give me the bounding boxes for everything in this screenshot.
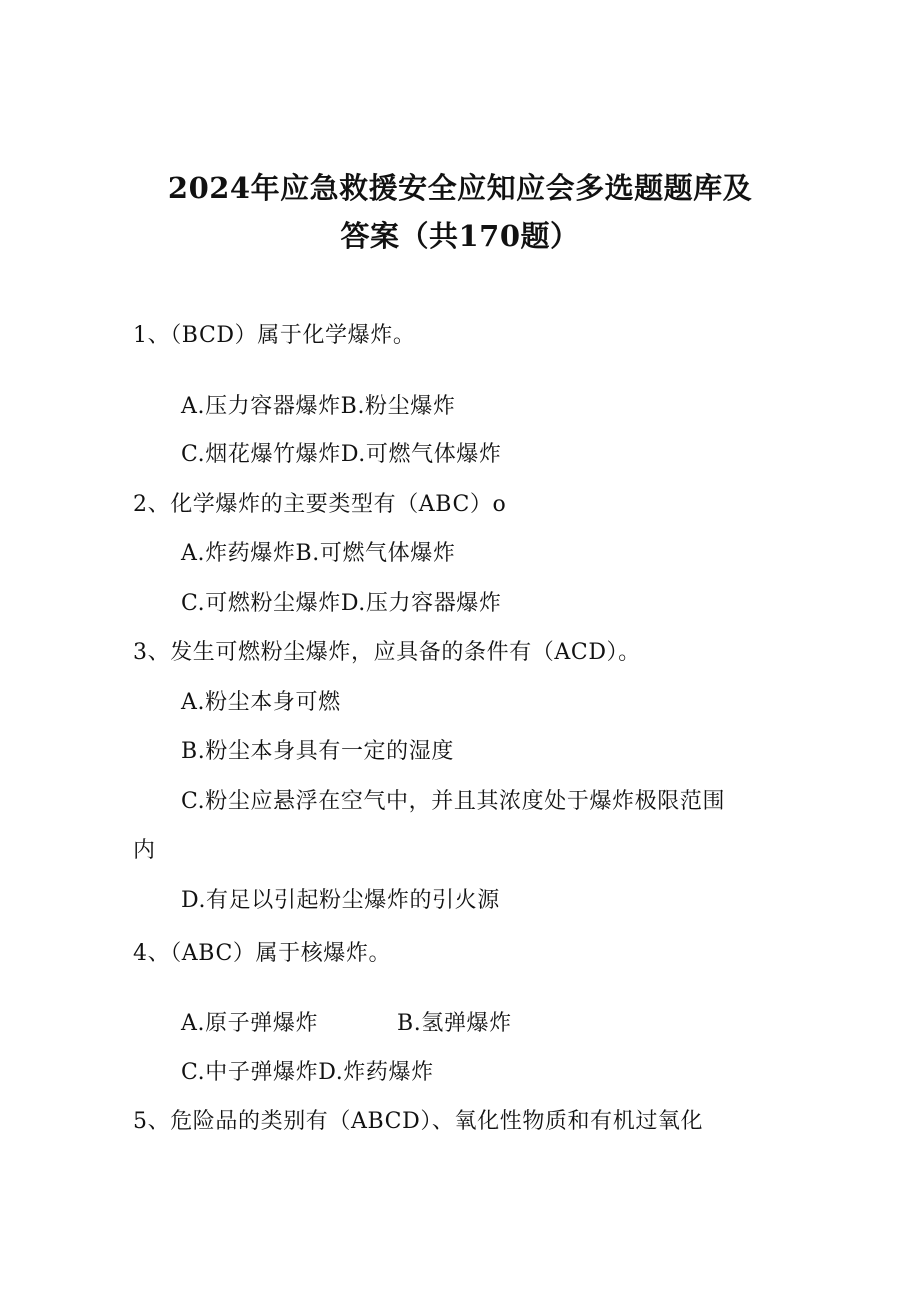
document-title-line1: 2024年应急救援安全应知应会多选题题库及 bbox=[167, 171, 753, 205]
question-4-option-b: B.氢弹爆炸 bbox=[397, 1011, 512, 1036]
question-2-stem: 2、化学爆炸的主要类型有（ABC）o bbox=[133, 492, 507, 517]
document-title-line2: 答案（共170题） bbox=[340, 219, 580, 253]
question-3-option-b: B.粉尘本身具有一定的湿度 bbox=[181, 739, 454, 764]
question-5-stem: 5、危险品的类别有（ABCD）、氧化性物质和有机过氧化 bbox=[133, 1109, 704, 1134]
question-4-option-a: A.原子弹爆炸 bbox=[181, 1011, 319, 1036]
question-4-stem: 4、（ABC）属于核爆炸。 bbox=[133, 941, 392, 966]
question-2-option-line-2: C.可燃粉尘爆炸D.压力容器爆炸 bbox=[181, 591, 502, 616]
question-3-option-c: C.粉尘应悬浮在空气中，并且其浓度处于爆炸极限范围 bbox=[181, 789, 726, 814]
question-3-stem: 3、发生可燃粉尘爆炸，应具备的条件有（ACD）。 bbox=[133, 640, 641, 665]
question-3-option-c-continuation: 内 bbox=[133, 838, 156, 863]
question-4-option-line-2: C.中子弹爆炸D.炸药爆炸 bbox=[181, 1060, 434, 1085]
question-1-stem: 1、（BCD）属于化学爆炸。 bbox=[133, 323, 416, 348]
question-2-option-line-1: A.炸药爆炸B.可燃气体爆炸 bbox=[181, 541, 456, 566]
question-3-option-d: D.有足以引起粉尘爆炸的引火源 bbox=[181, 888, 500, 913]
question-3-option-a: A.粉尘本身可燃 bbox=[181, 690, 341, 715]
question-1-option-line-1: A.压力容器爆炸B.粉尘爆炸 bbox=[181, 394, 456, 419]
question-1-option-line-2: C.烟花爆竹爆炸D.可燃气体爆炸 bbox=[181, 442, 502, 467]
